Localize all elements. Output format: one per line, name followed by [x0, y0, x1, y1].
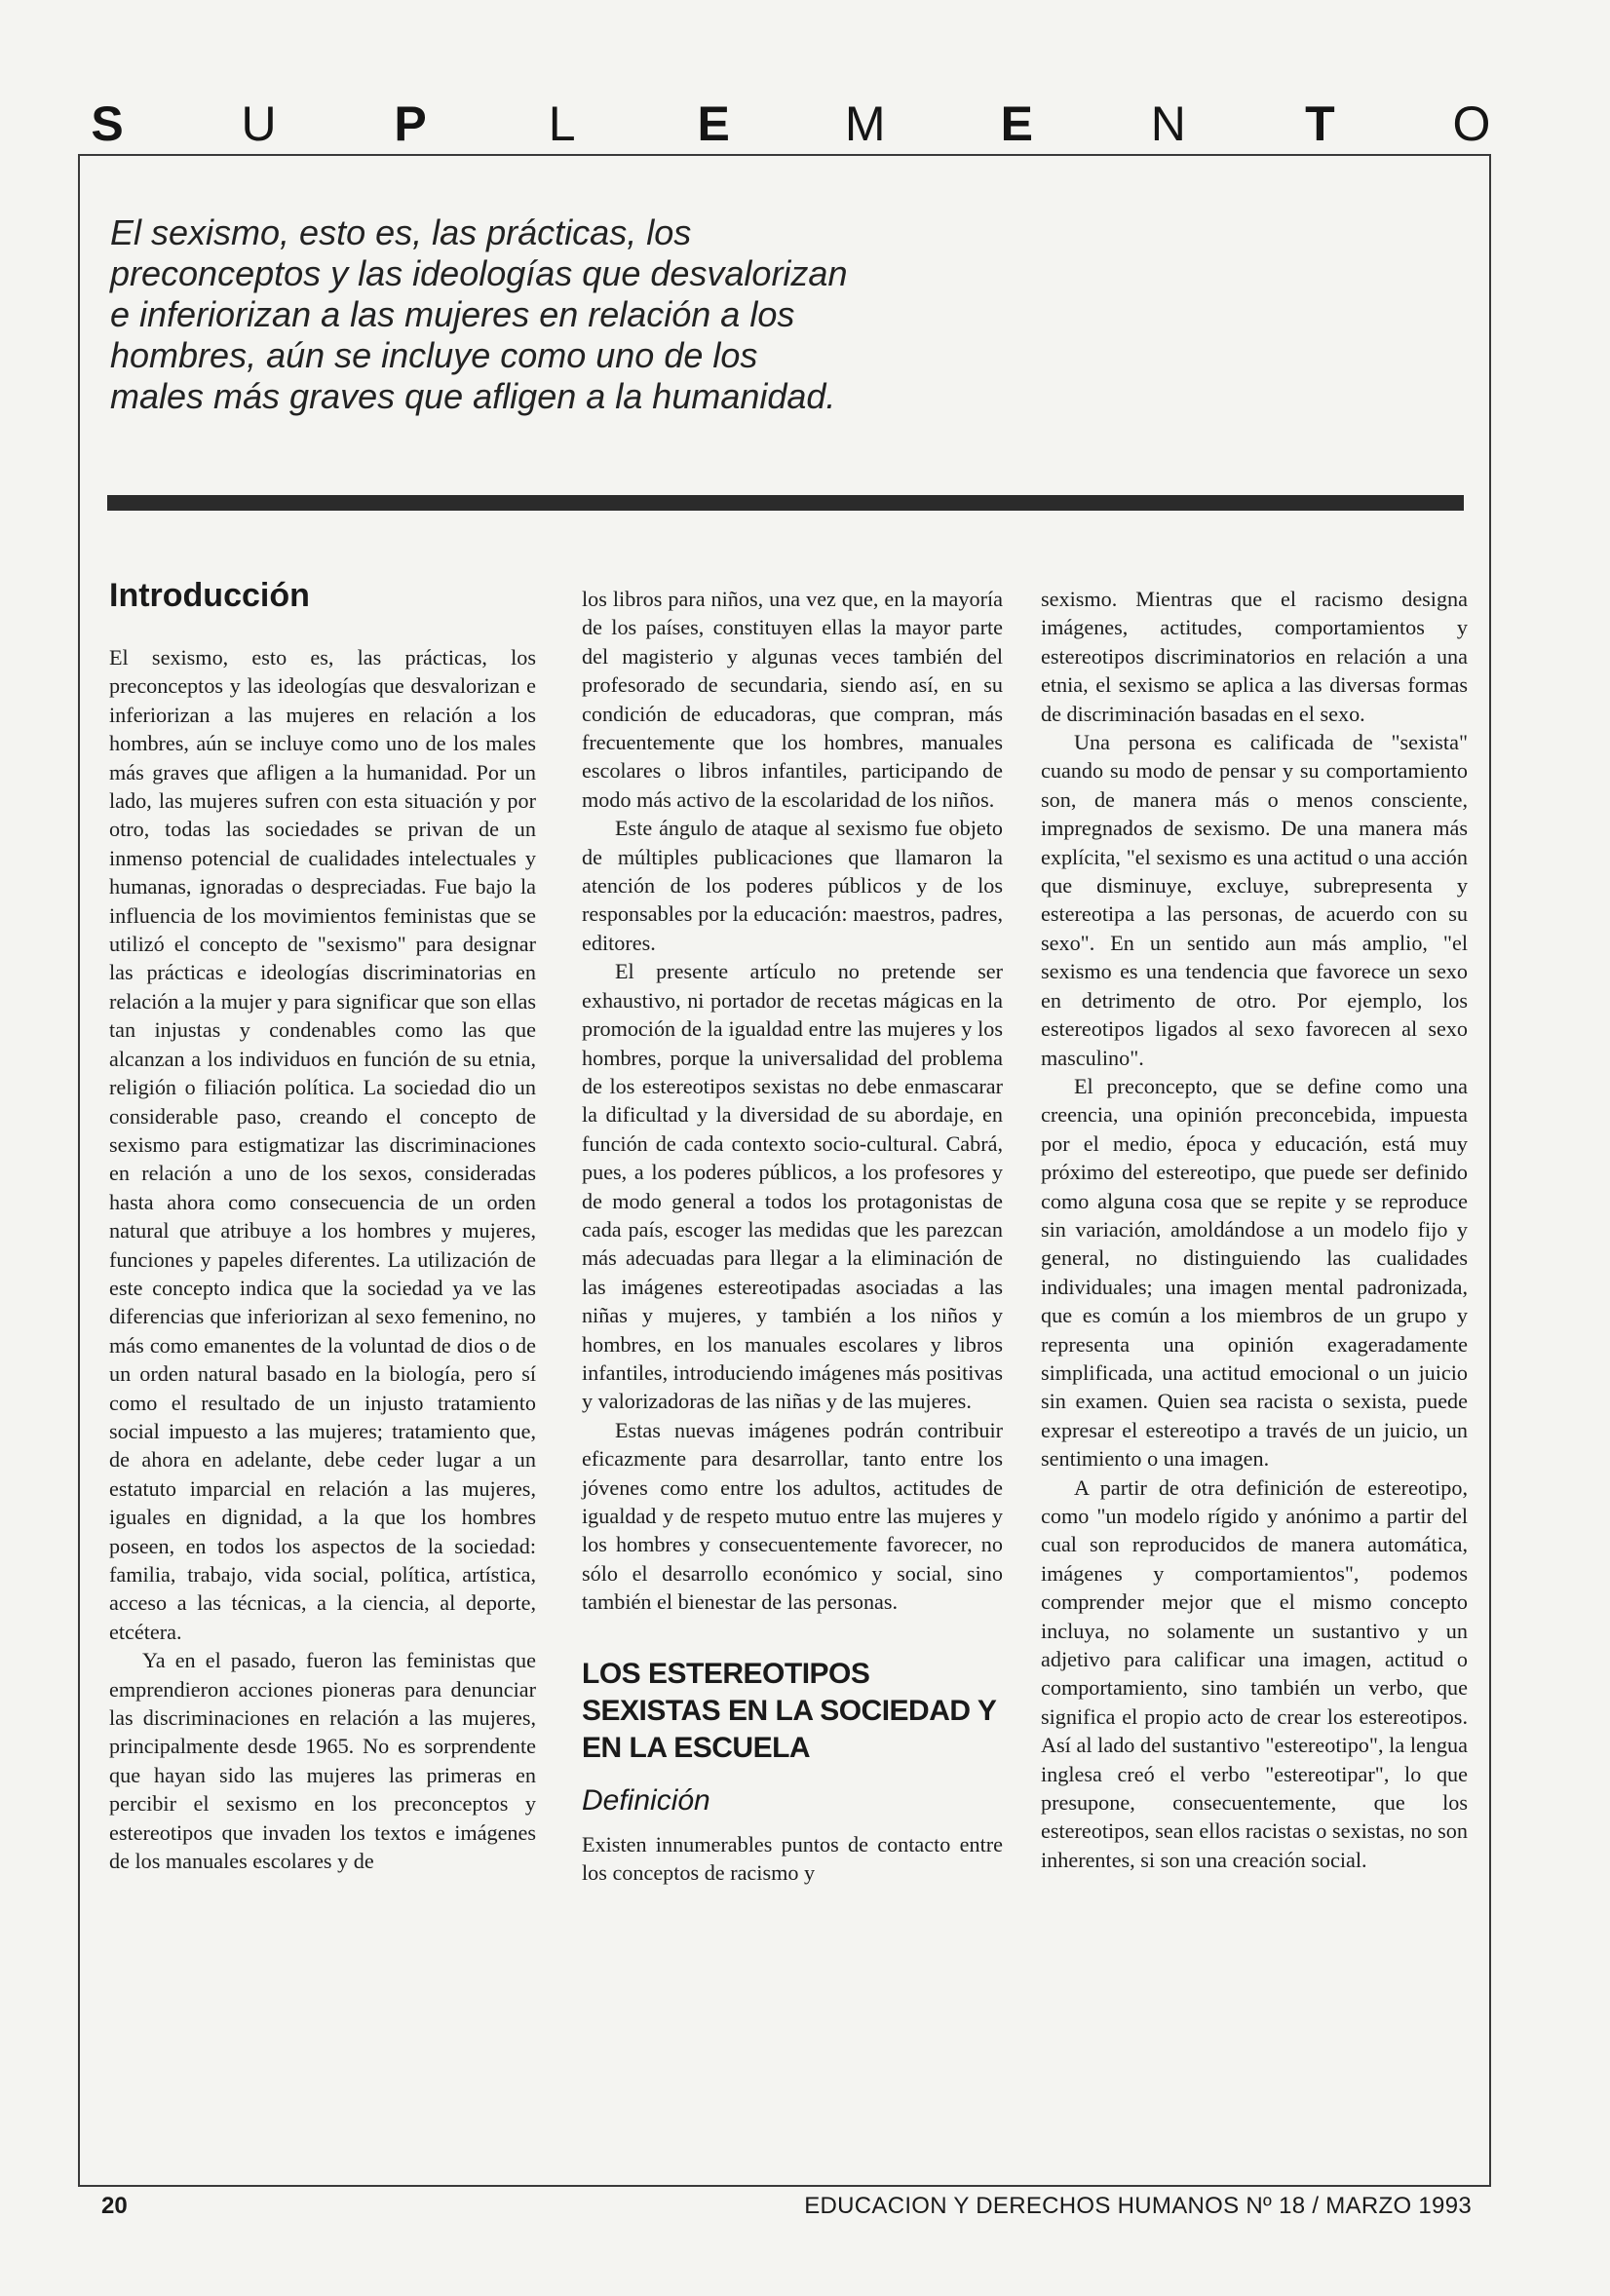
paragraph: Estas nuevas imágenes podrán contribuir eficazmente para desarrollar, tanto entre los jóvenes como entre los adultos, actitudes de igualdad y de respeto mutuo entre las mujeres y los hombres y consecuentemente favorecer, no sólo el desarrollo económico y social, sino también el bienestar de las personas.	[582, 1417, 1003, 1615]
column-2	[582, 585, 1003, 1888]
paragraph: El presente artículo no pretende ser exhaustivo, ni portador de recetas mágicas en la promoción de la igualdad entre las mujeres y los hombres, porque la universalidad del problema de los estereotipos sexistas no debe enmascarar la dificultad y la diversidad de su abordaje, en función de cada contexto socio-cultural. Cabrá, pues, a los poderes públicos, a los profesores y de modo general a todos los protagonistas de cada país, escoger las medidas que les parezcan más adecuadas para llegar a la eliminación de las imágenes estereotipadas asociadas a las niñas y mujeres, y también a los niños y hombres, en los manuales escolares y libros infantiles, introduciendo imágenes más positivas y valorizadoras de las niñas y de las mujeres.	[582, 959, 1003, 1414]
subsection-heading: Definición	[582, 1783, 710, 1817]
column-1	[109, 643, 536, 1875]
header-letter: L	[548, 96, 576, 151]
paragraph: A partir de otra definición de estereotipo, como "un modelo rígido y anónimo a partir del cual son reproducidos de manera automática, imágenes y comportamientos", podemos comprender mejor que el mismo concepto incluya, no solamente un sustantivo y un adjetivo para calificar una imagen, actitud o comportamiento, sino también un verbo, que significa el propio acto de crear los estereotipos. Así al lado del sustantivo "estereotipo", la lengua inglesa creó el verbo "estereotipar", lo que presupone, consecuentemente, que los estereotipos, sean ellos racistas o sexistas, no son inherentes, si son una creación social.	[1041, 1474, 1468, 1872]
paragraph: sexismo. Mientras que el racismo designa imágenes, actitudes, comportamientos y estereotipos discriminatorios en relación a una etnia, el sexismo se aplica a las diversas formas de discriminación basadas en el sexo.	[1041, 587, 1468, 726]
paragraph: Existen innumerables puntos de contacto entre los conceptos de racismo y	[582, 1832, 1003, 1886]
publication-footer: EDUCACION Y DERECHOS HUMANOS Nº 18 / MARZO 1993	[804, 2193, 1472, 2219]
paragraph: los libros para niños, una vez que, en la mayoría de los países, constituyen ellas la mayor parte del magisterio y algunas veces también del profesorado de secundaria, siendo así, en su condición de educadoras, que compran, más frecuentemente que los hombres, manuales escolares o libros infantiles, participando de modo más activo de la escolaridad de los niños.	[582, 587, 1003, 812]
paragraph: Ya en el pasado, fueron las feministas que emprendieron acciones pioneras para denunciar las discriminaciones en relación a las mujeres, principalmente desde 1965. No es sorprendente que hayan sido las mujeres las primeras en percibir el sexismo en los preconceptos y estereotipos que invaden los textos e imágenes de los manuales escolares y de	[109, 1648, 536, 1874]
paragraph: Este ángulo de ataque al sexismo fue objeto de múltiples publicaciones que llamaron la atención de los poderes públicos y de los responsables por la educación: maestros, padres, editores.	[582, 816, 1003, 955]
supplement-header	[78, 80, 1501, 151]
paragraph: El preconcepto, que se define como una creencia, una opinión preconcebida, impuesta por el medio, época y educación, está muy próximo del estereotipo, que puede ser definido como alguna cosa que se repite y se reproduce sin variación, amoldándose a un modelo fijo y general, no distinguiendo las cualidades individuales; una imagen mental padronizada, que es común a los miembros de un grupo y representa una opinión exageradamente simplificada, una actitud emocional o un juicio sin examen. Quien sea racista o sexista, puede expresar el estereotipo a través de un juicio, un sentimiento o una imagen.	[1041, 1073, 1468, 1472]
section-heading: LOS ESTEREOTIPOS SEXISTAS EN LA SOCIEDAD Y EN LA ESCUELA	[582, 1657, 996, 1764]
intro-heading: Introducción	[109, 577, 310, 614]
header-letter: O	[1452, 96, 1491, 151]
paragraph: Una persona es calificada de "sexista" cuando su modo de pensar y su comportamiento son, de manera más o menos consciente, impregnados de sexismo. De una manera más explícita, "el sexismo es una actitud o una acción que disminuye, excluye, subrepresenta y estereotipa a las personas, de acuerdo con su sexo". En un sentido aun más amplio, "el sexismo es una tendencia que favorece un sexo en detrimento de otro. Por ejemplo, los estereotipos ligados al sexo favorecen al sexo masculino".	[1041, 730, 1468, 1070]
header-letter: E	[1000, 96, 1033, 151]
header-letter: E	[697, 96, 730, 151]
section-divider	[107, 495, 1464, 511]
column-3	[1041, 585, 1468, 1874]
header-letter: S	[91, 96, 124, 151]
header-letter: U	[241, 96, 277, 151]
header-letter: P	[394, 96, 427, 151]
header-letter: T	[1305, 96, 1335, 151]
page-number: 20	[101, 2193, 128, 2219]
header-letter: M	[844, 96, 886, 151]
lead-paragraph: El sexismo, esto es, las prácticas, los preconceptos y las ideologías que desvalorizan e inferiorizan a las mujeres en relación a los hombres, aún se incluye como uno de los males más graves que afligen a la humanidad.	[110, 212, 848, 416]
paragraph: El sexismo, esto es, las prácticas, los preconceptos y las ideologías que desvalorizan e inferiorizan a las mujeres en relación a los hombres, aún se incluye como uno de los males más graves que afligen a la humanidad. Por un lado, las mujeres sufren con esta situación y por otro, todas las sociedades se privan de un inmenso potencial de cualidades intelectuales y humanas, ignoradas o despreciadas. Fue bajo la influencia de los movimientos feministas que se utilizó el concepto de "sexismo" para designar las prácticas e ideologías discriminatorias en relación a la mujer y para significar que son ellas tan injustas y condenables como las que alcanzan a los individuos en función de su etnia, religión o filiación política. La sociedad dio un considerable paso, creando el concepto de sexismo para estigmatizar las discriminaciones en relación a uno de los sexos, consideradas hasta ahora como consecuencia de un orden natural que atribuye a los hombres y mujeres, funciones y papeles diferentes. La utilización de este concepto indica que la sociedad ya ve las diferencias que inferiorizan al sexo femenino, no más como emanentes de la voluntad de dios o de un orden natural basado en la biología, pero sí como el resultado de un injusto tratamiento social impuesto a las mujeres; tratamiento que, de ahora en adelante, debe ceder lugar a un estatuto imparcial en relación a las mujeres, iguales en dignidad, a la que los hombres poseen, en todos los aspectos de la sociedad: familia, trabajo, vida social, política, artística, acceso a las técnicas, a la ciencia, al deporte, etcétera.	[109, 645, 536, 1644]
header-letter: N	[1150, 96, 1186, 151]
